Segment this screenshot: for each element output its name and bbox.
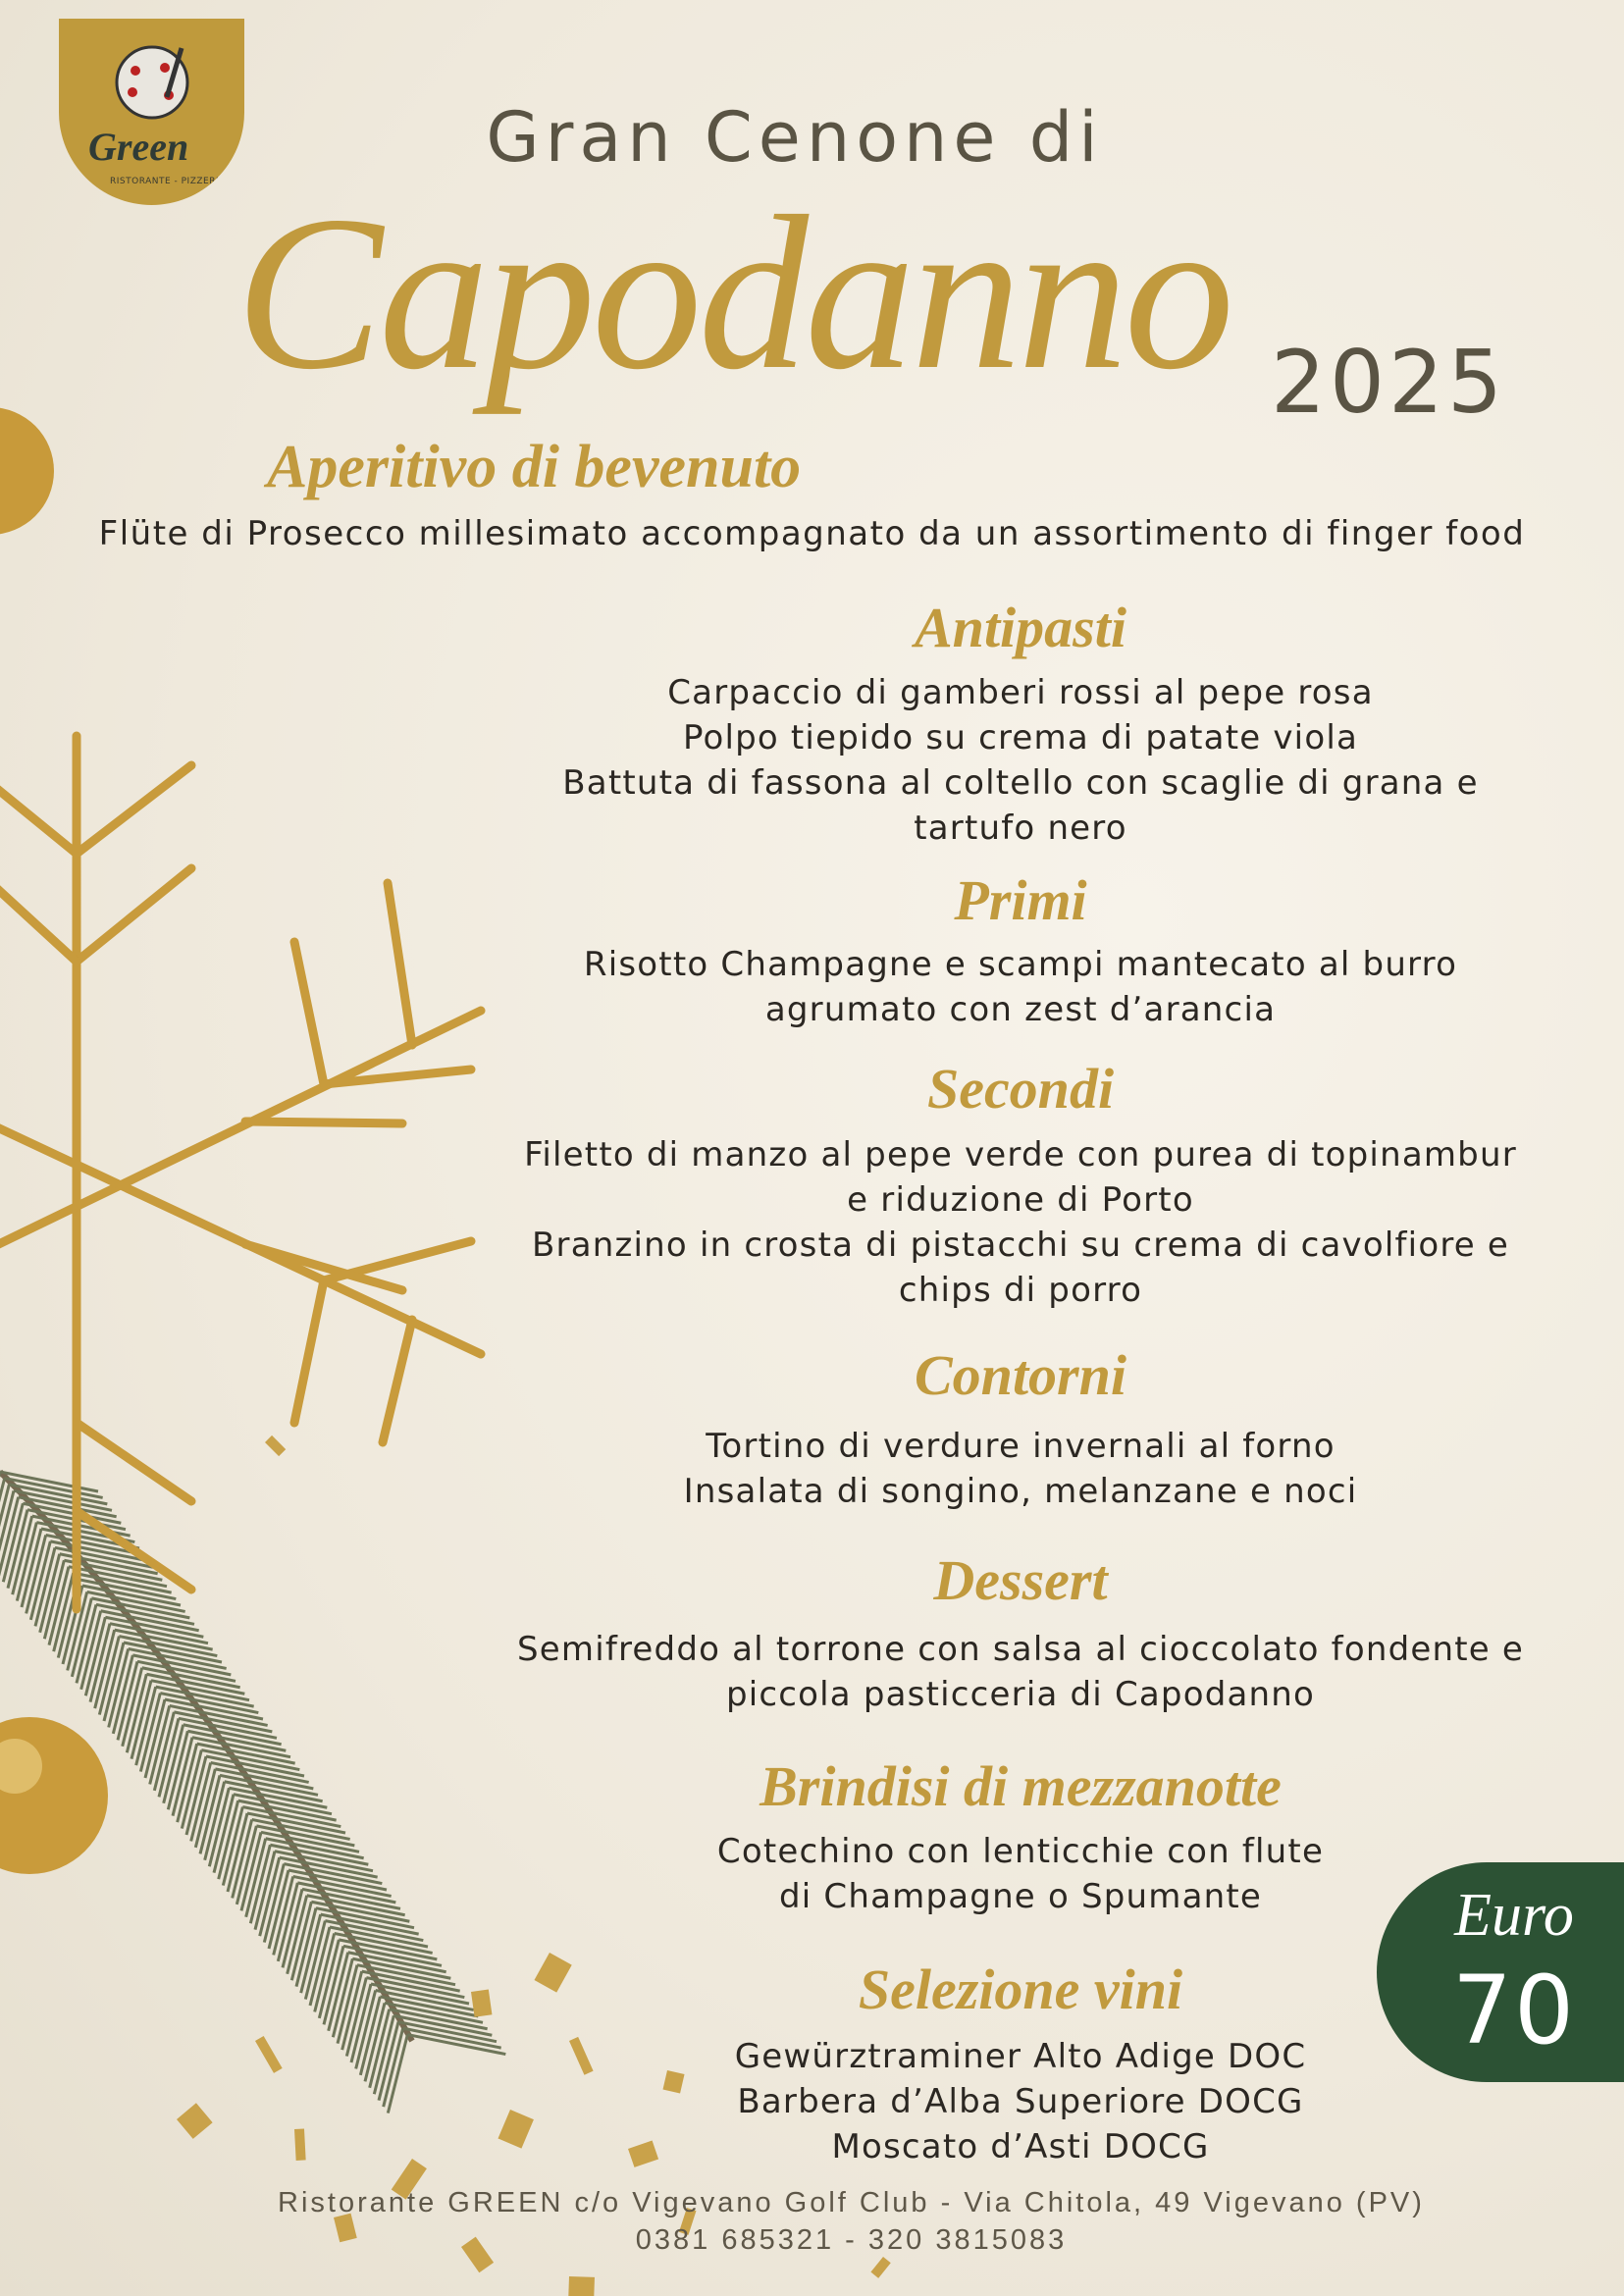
menu-line: Barbera d’Alba Superiore DOCG xyxy=(737,2082,1304,2121)
confetti-piece xyxy=(294,2128,306,2160)
menu-line: Carpaccio di gamberi rossi al pepe rosa xyxy=(667,673,1374,712)
aperitivo-heading: Aperitivo di bevenuto xyxy=(267,434,802,500)
menu-line: Cotechino con lenticchie con flute xyxy=(716,1832,1325,1871)
golf-pizza-ball-icon xyxy=(98,38,206,136)
menu-line: di Champagne o Spumante xyxy=(778,1877,1263,1916)
menu-line: Insalata di songino, melanzane e noci xyxy=(683,1472,1358,1511)
menu-line: e riduzione di Porto xyxy=(847,1180,1194,1220)
confetti-piece xyxy=(471,1989,492,2016)
section-items-antipasti xyxy=(432,670,1609,851)
snowflake-icon xyxy=(0,736,481,1609)
price-label: Euro xyxy=(1454,1882,1574,1949)
section-heading-dessert: Dessert xyxy=(933,1548,1108,1612)
confetti-piece xyxy=(498,2110,533,2149)
price-amount: 70 xyxy=(1451,1956,1577,2065)
footer-address: Ristorante GREEN c/o Vigevano Golf Club - Via Chitola, 49 Vigevano (PV) xyxy=(278,2187,1425,2218)
title-line1: Gran Cenone di xyxy=(486,97,1104,178)
footer-phones: 0381 685321 - 320 3815083 xyxy=(635,2224,1068,2256)
section-heading-secondi: Secondi xyxy=(926,1057,1115,1121)
restaurant-logo xyxy=(59,19,244,205)
confetti-piece xyxy=(255,2036,283,2073)
menu-line: chips di porro xyxy=(898,1271,1143,1310)
title-year: 2025 xyxy=(1271,332,1506,433)
section-heading-antipasti: Antipasti xyxy=(915,596,1126,659)
menu-line: tartufo nero xyxy=(914,809,1127,848)
menu-line: Moscato d’Asti DOCG xyxy=(831,2127,1210,2166)
logo-subtitle: RISTORANTE - PIZZERIA xyxy=(110,177,226,186)
section-items-dessert xyxy=(432,1627,1609,1717)
menu-line: Polpo tiepido su crema di patate viola xyxy=(682,718,1359,757)
section-items-primi xyxy=(432,942,1609,1032)
section-items-secondi xyxy=(432,1132,1609,1313)
confetti-piece xyxy=(568,2276,595,2296)
menu-line: Semifreddo al torrone con salsa al cioccolato fondente e xyxy=(516,1630,1525,1669)
section-heading-brindisi: Brindisi di mezzanotte xyxy=(760,1754,1282,1818)
menu-line: Gewürztraminer Alto Adige DOC xyxy=(734,2037,1307,2076)
section-items-brindisi xyxy=(628,1829,1413,1919)
title-main: Capodanno xyxy=(236,170,1231,415)
menu-line: Branzino in crosta di pistacchi su crema di cavolfiore e xyxy=(532,1226,1509,1265)
confetti-piece xyxy=(265,1435,286,1456)
confetti-piece xyxy=(569,2037,594,2075)
menu-line: Battuta di fassona al coltello con scaglie di grana e xyxy=(562,763,1479,803)
aperitivo-text: Flüte di Prosecco millesimato accompagnato da un assortimento di finger food xyxy=(98,514,1526,553)
menu-line: Filetto di manzo al pepe verde con purea di topinambur xyxy=(524,1135,1517,1174)
logo-name: Green xyxy=(88,125,189,169)
confetti-piece xyxy=(534,1953,571,1993)
menu-line: Tortino di verdure invernali al forno xyxy=(706,1427,1336,1466)
menu-line: piccola pasticceria di Capodanno xyxy=(725,1675,1316,1714)
section-heading-primi: Primi xyxy=(954,868,1087,932)
section-heading-contorni: Contorni xyxy=(915,1343,1126,1407)
confetti-piece xyxy=(870,2257,890,2278)
menu-line: agrumato con zest d’arancia xyxy=(764,990,1277,1029)
section-items-contorni xyxy=(432,1424,1609,1514)
section-heading-vini: Selezione vini xyxy=(858,1957,1183,2021)
confetti-piece xyxy=(177,2103,213,2139)
price-badge xyxy=(1377,1862,1624,2082)
section-items-vini xyxy=(628,2034,1413,2169)
menu-line: Risotto Champagne e scampi mantecato al burro xyxy=(583,945,1458,984)
